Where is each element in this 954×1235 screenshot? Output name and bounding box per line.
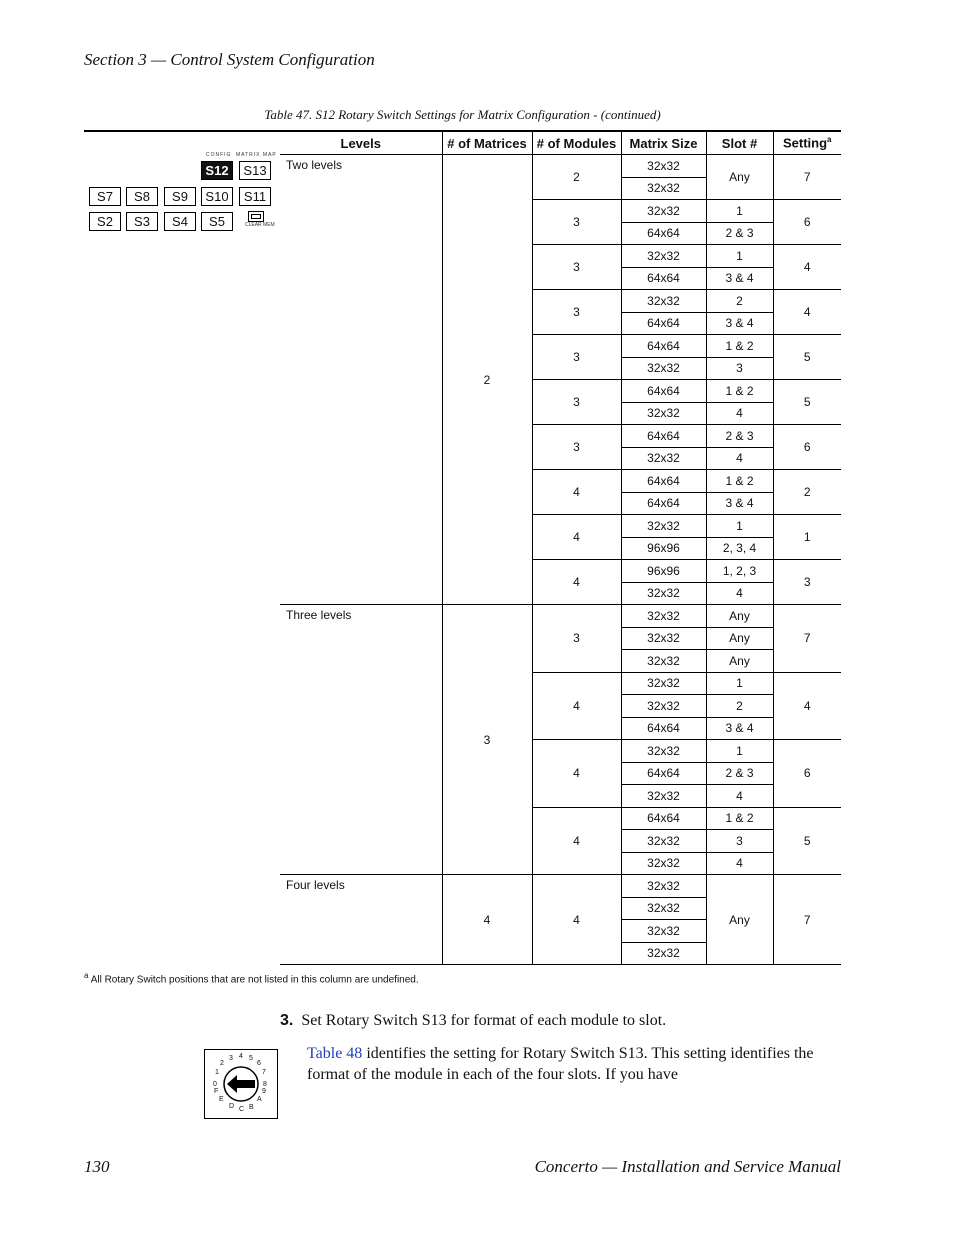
matrix-size-cell: 64x64 (621, 717, 706, 740)
matrices-cell: 3 (442, 605, 532, 875)
clear-mem-label: CLEAR MEM (245, 222, 275, 228)
slot-cell: 1 (706, 245, 773, 268)
slot-cell: 2 & 3 (706, 425, 773, 448)
step-number: 3. (280, 1012, 294, 1029)
switch-s3: S3 (126, 212, 158, 231)
matrix-size-cell: 32x32 (621, 830, 706, 853)
matrix-size-cell: 32x32 (621, 357, 706, 380)
slot-cell: 3 & 4 (706, 492, 773, 515)
table-header-row (280, 132, 841, 155)
matrix-size-cell: 32x32 (621, 942, 706, 965)
matrix-size-cell: 32x32 (621, 155, 706, 178)
modules-cell: 4 (532, 807, 621, 875)
matrix-size-cell: 32x32 (621, 785, 706, 808)
setting-cell: 4 (773, 672, 841, 740)
col-header-slot: Slot # (706, 132, 773, 155)
levels-cell: Two levels (280, 155, 442, 605)
setting-cell: 1 (773, 515, 841, 560)
slot-cell: 4 (706, 785, 773, 808)
matrices-cell: 4 (442, 875, 532, 965)
matrix-size-cell: 64x64 (621, 267, 706, 290)
slot-cell: 2 (706, 695, 773, 718)
dial-label-8: 8 (263, 1081, 267, 1088)
switch-s5: S5 (201, 212, 233, 231)
slot-cell: 1 (706, 515, 773, 538)
slot-cell: 1 (706, 672, 773, 695)
dial-label-5: 5 (249, 1055, 253, 1062)
dial-label-d: D (229, 1103, 235, 1110)
switch-s11: S11 (239, 187, 271, 206)
matrix-size-cell: 32x32 (621, 920, 706, 943)
table-row (280, 155, 841, 178)
switch-s7: S7 (89, 187, 121, 206)
matrix-size-cell: 32x32 (621, 200, 706, 223)
slot-cell: 3 & 4 (706, 717, 773, 740)
slot-cell: 2 & 3 (706, 762, 773, 785)
col-header-setting: Setting$^a$ (773, 132, 841, 155)
switch-board-diagram (84, 150, 284, 240)
slot-cell: Any (706, 650, 773, 673)
matrix-size-cell: 64x64 (621, 335, 706, 358)
modules-cell: 4 (532, 470, 621, 515)
switch-s9: S9 (164, 187, 196, 206)
matrix-size-cell: 32x32 (621, 650, 706, 673)
table-body (280, 155, 841, 965)
setting-cell: 3 (773, 560, 841, 605)
modules-cell: 4 (532, 875, 621, 965)
slot-cell: 1 & 2 (706, 380, 773, 403)
levels-cell: Three levels (280, 605, 442, 875)
slot-cell: 2, 3, 4 (706, 537, 773, 560)
modules-cell: 4 (532, 560, 621, 605)
slot-cell: 4 (706, 582, 773, 605)
col-header-levels: Levels (280, 132, 442, 155)
modules-cell: 2 (532, 155, 621, 200)
setting-cell: 6 (773, 425, 841, 470)
dial-label-6: 6 (257, 1060, 261, 1067)
page-number: 130 (84, 1157, 110, 1176)
slot-cell: Any (706, 155, 773, 200)
matrix-size-cell: 32x32 (621, 582, 706, 605)
modules-cell: 4 (532, 672, 621, 740)
matrix-size-cell: 64x64 (621, 492, 706, 515)
switch-s4: S4 (164, 212, 196, 231)
col-header-matrix-size: Matrix Size (621, 132, 706, 155)
modules-cell: 3 (532, 425, 621, 470)
step-3 (280, 1012, 666, 1030)
dial-label-a: A (257, 1096, 262, 1103)
modules-cell: 3 (532, 380, 621, 425)
switch-s12: S12 (201, 161, 233, 180)
setting-cell: 4 (773, 290, 841, 335)
matrix-size-cell: 96x96 (621, 560, 706, 583)
setting-cell: 6 (773, 740, 841, 808)
body-paragraph: Table 48 identifies the setting for Rotary Switch S13. This setting identifies the format of the module in each of the four slots. If you have (307, 1045, 814, 1083)
dial-label-1: 1 (215, 1069, 219, 1076)
setting-cell: 4 (773, 245, 841, 290)
matrix-size-cell: 32x32 (621, 177, 706, 200)
slot-cell: 3 & 4 (706, 267, 773, 290)
slot-cell: 4 (706, 447, 773, 470)
setting-cell: 2 (773, 470, 841, 515)
slot-cell: 1 (706, 740, 773, 763)
switch-s8: S8 (126, 187, 158, 206)
matrix-size-cell: 32x32 (621, 447, 706, 470)
modules-cell: 3 (532, 605, 621, 673)
matrix-size-cell: 32x32 (621, 627, 706, 650)
config-label: CONFIG (206, 152, 232, 158)
dial-label-e: E (219, 1096, 224, 1103)
matrix-size-cell: 64x64 (621, 470, 706, 493)
setting-cell: 5 (773, 380, 841, 425)
slot-cell: 1, 2, 3 (706, 560, 773, 583)
matrix-size-cell: 32x32 (621, 852, 706, 875)
dial-label-9: 9 (262, 1088, 266, 1095)
slot-cell: 3 (706, 830, 773, 853)
footer-title: Concerto — Installation and Service Manual (534, 1157, 841, 1176)
dial-label-c: C (239, 1106, 245, 1113)
switch-s2: S2 (89, 212, 121, 231)
col-header-modules: # of Modules (532, 132, 621, 155)
matrix-size-cell: 32x32 (621, 695, 706, 718)
matrix-size-cell: 32x32 (621, 402, 706, 425)
matrix-size-cell: 64x64 (621, 222, 706, 245)
step-text: Set Rotary Switch S13 for format of each module to slot. (301, 1012, 667, 1029)
table-footnote: $^a$ All Rotary Switch positions that are not listed in this column are undefined. (84, 971, 419, 986)
slot-cell: 1 (706, 200, 773, 223)
matrix-size-cell: 32x32 (621, 875, 706, 898)
slot-cell: Any (706, 605, 773, 628)
slot-cell: 1 & 2 (706, 807, 773, 830)
rotary-switch-dial (204, 1049, 278, 1119)
switch-s10: S10 (201, 187, 233, 206)
matrices-cell: 2 (442, 155, 532, 605)
matrix-size-cell: 32x32 (621, 245, 706, 268)
slot-cell: 4 (706, 402, 773, 425)
setting-cell: 7 (773, 155, 841, 200)
dial-label-f: F (214, 1088, 219, 1095)
matrix-size-cell: 64x64 (621, 762, 706, 785)
modules-cell: 3 (532, 200, 621, 245)
slot-cell: 4 (706, 852, 773, 875)
dial-label-7: 7 (262, 1069, 266, 1076)
slot-cell: 2 & 3 (706, 222, 773, 245)
table-48-link[interactable]: Table 48 (307, 1045, 363, 1062)
modules-cell: 4 (532, 740, 621, 808)
matrix-size-cell: 32x32 (621, 515, 706, 538)
matrix-size-cell: 64x64 (621, 312, 706, 335)
setting-cell: 7 (773, 605, 841, 673)
slot-cell: 1 & 2 (706, 335, 773, 358)
matrix-size-cell: 32x32 (621, 672, 706, 695)
dial-label-3: 3 (229, 1055, 233, 1062)
matrix-size-cell: 64x64 (621, 807, 706, 830)
matrix-size-cell: 32x32 (621, 897, 706, 920)
modules-cell: 3 (532, 335, 621, 380)
clear-mem-button-icon (248, 211, 264, 222)
matrix-size-cell: 32x32 (621, 605, 706, 628)
matrix-size-cell: 64x64 (621, 425, 706, 448)
dial-label-2: 2 (220, 1060, 224, 1067)
modules-cell: 3 (532, 290, 621, 335)
dial-label-4: 4 (239, 1053, 243, 1060)
matrix-size-cell: 32x32 (621, 740, 706, 763)
table-row (280, 875, 841, 898)
switch-s13: S13 (239, 161, 271, 180)
slot-cell: 3 & 4 (706, 312, 773, 335)
setting-cell: 6 (773, 200, 841, 245)
matrix-map-label: MATRIX MAP (236, 152, 277, 158)
s12-settings-table (280, 132, 841, 965)
setting-cell: 7 (773, 875, 841, 965)
setting-cell: 5 (773, 807, 841, 875)
slot-cell: 1 & 2 (706, 470, 773, 493)
table-row (280, 605, 841, 628)
slot-cell: 2 (706, 290, 773, 313)
setting-cell: 5 (773, 335, 841, 380)
col-header-matrices: # of Matrices (442, 132, 532, 155)
matrix-size-cell: 32x32 (621, 290, 706, 313)
slot-cell: Any (706, 875, 773, 965)
levels-cell: Four levels (280, 875, 442, 965)
dial-label-b: B (249, 1104, 254, 1111)
matrix-size-cell: 96x96 (621, 537, 706, 560)
modules-cell: 4 (532, 515, 621, 560)
matrix-size-cell: 64x64 (621, 380, 706, 403)
section-title: Section 3 — Control System Configuration (84, 50, 375, 69)
slot-cell: 3 (706, 357, 773, 380)
modules-cell: 3 (532, 245, 621, 290)
slot-cell: Any (706, 627, 773, 650)
table-caption: Table 47. S12 Rotary Switch Settings for Matrix Configuration - (continued) (264, 107, 661, 122)
dial-label-0: 0 (213, 1081, 217, 1088)
